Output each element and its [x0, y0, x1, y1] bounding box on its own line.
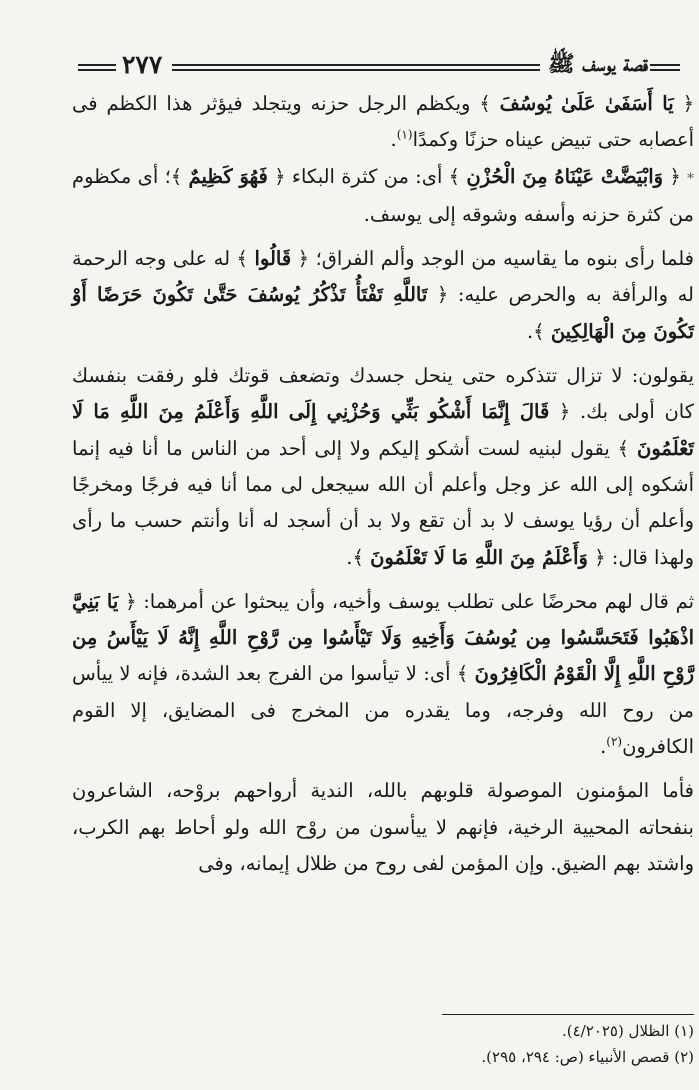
paragraph	[72, 358, 694, 576]
paragraph	[72, 584, 694, 765]
text-run: ﴾ يقول لبنيه لست أشكو إليكم ولا إلى أحد من الناس ما أنا فيه إنما أشكوه إلى الله عز وجل وأعلم أن الله سيجعل لى مما أنا فيه فرجًا ومخرجًا وأعلم أن رؤيا يوسف لا بد أن تقع ولا بد أن أسجد له أنا وأنتم حسب ما رأى ولهذا قال: ﴿	[72, 436, 694, 569]
header-rule-right	[650, 64, 680, 71]
text-run: ﴾ له على وجه الرحمة له والرأفة به والحرص عليه: ﴿	[72, 247, 694, 307]
text-run: فأما المؤمنون الموصولة قلوبهم بالله، الندية أرواحهم بروْحه، الشاعرون بنفحاته المحيية الرخية، فإنهم لا ييأسون من روْح الله ولو أحاط بهم الكرب، واشتد بهم الضيق. وإن المؤمن لفى روح من ظلال إيمانه، وفى	[72, 779, 694, 875]
footnote-ref: (١)	[396, 127, 413, 142]
quran-verse: قَالُوا	[254, 247, 292, 271]
footnote-2: (٢) قصص الأنبياء (ص: ٢٩٤، ٢٩٥).	[481, 1048, 694, 1066]
quran-verse: وَأَعْلَمُ مِنَ اللَّهِ مَا لَا تَعْلَمُونَ	[370, 545, 588, 569]
text-run: ﴾ أى: من كثرة البكاء ﴿	[267, 164, 467, 188]
text-run: ﴾ أى: لا تيأسوا من الفرج بعد الشدة، فإنه لا ييأس من روح الله وفرجه، وما يقدره من المخرج فى المضايق، إلا القوم الكافرون	[72, 662, 694, 759]
footnote-1: (١) الظلال (٤/٢٠٢٥).	[561, 1022, 694, 1040]
header-rule-left	[78, 64, 116, 71]
quran-verse: تَاللَّهِ تَفْتَأُ تَذْكُرُ يُوسُفَ حَتَّىٰ تَكُونَ حَرَضًا أَوْ تَكُونَ مِنَ الْهَالِكِينَ	[72, 283, 694, 343]
text-run: ﴾.	[346, 545, 371, 569]
quran-verse: يَا أَسَفَىٰ عَلَىٰ يُوسُفَ	[499, 92, 674, 115]
quran-verse: وَابْيَضَّتْ عَيْنَاهُ مِنَ الْحُزْنِ	[466, 164, 664, 188]
paragraph	[72, 773, 694, 882]
text-run: يقولون: لا تزال تتذكره حتى ينحل جسدك وتضعف قوتك فلو رفقت بنفسك كان أولى بك. ﴿	[72, 364, 694, 424]
asterisk-marker: *	[687, 170, 695, 187]
footnote-ref: (٢)	[606, 734, 623, 749]
text-run: ﴾؛ أى مكظوم من كثرة حزنه وأسفه وشوقه إلى يوسف.	[72, 164, 694, 226]
text-run: .	[390, 128, 397, 152]
quran-verse: قَالَ إِنَّمَا أَشْكُو بَثِّي وَحُزْنِي إِلَى اللَّهِ وَأَعْلَمُ مِنَ اللَّهِ مَا لَا تَعْلَمُونَ	[72, 400, 694, 460]
quran-verse: يَا بَنِيَّ اذْهَبُوا فَتَحَسَّسُوا مِن يُوسُفَ وَأَخِيهِ وَلَا تَيْأَسُوا مِن رَّوْحِ اللَّهِ إِنَّهُ لَا يَيْأَسُ مِن رَّوْحِ اللَّهِ إِلَّا الْقَوْمُ الْكَافِرُونَ	[72, 589, 694, 686]
paragraph	[72, 241, 694, 350]
page-number: ٢٧٧	[122, 50, 163, 79]
header-rule-middle	[172, 64, 540, 71]
text-run: .	[600, 735, 607, 759]
paragraph	[72, 159, 694, 234]
text-run: ﴾.	[526, 319, 551, 343]
footnotes	[300, 1018, 694, 1070]
text-run: ﴿	[663, 164, 688, 188]
body-text	[72, 86, 694, 882]
text-run: ﴿	[673, 92, 694, 115]
running-title: قصة يوسف ﷺ	[548, 51, 649, 77]
text-run: ثم قال لهم محرضًا على تطلب يوسف وأخيه، وأن يبحثوا عن أمرهما: ﴿	[118, 589, 694, 613]
quran-verse: فَهُوَ كَظِيمٌ	[188, 164, 268, 188]
paragraph	[72, 86, 694, 159]
text-run: فلما رأى بنوه ما يقاسيه من الوجد وألم الفراق؛ ﴿	[291, 247, 695, 271]
footnote-separator	[442, 1014, 694, 1015]
text-run: ﴾ ويكظم الرجل حزنه ويتجلد فيؤثر هذا الكظم فى أعصابه حتى تبيض عيناه حزنًا وكمدًا	[72, 92, 694, 152]
